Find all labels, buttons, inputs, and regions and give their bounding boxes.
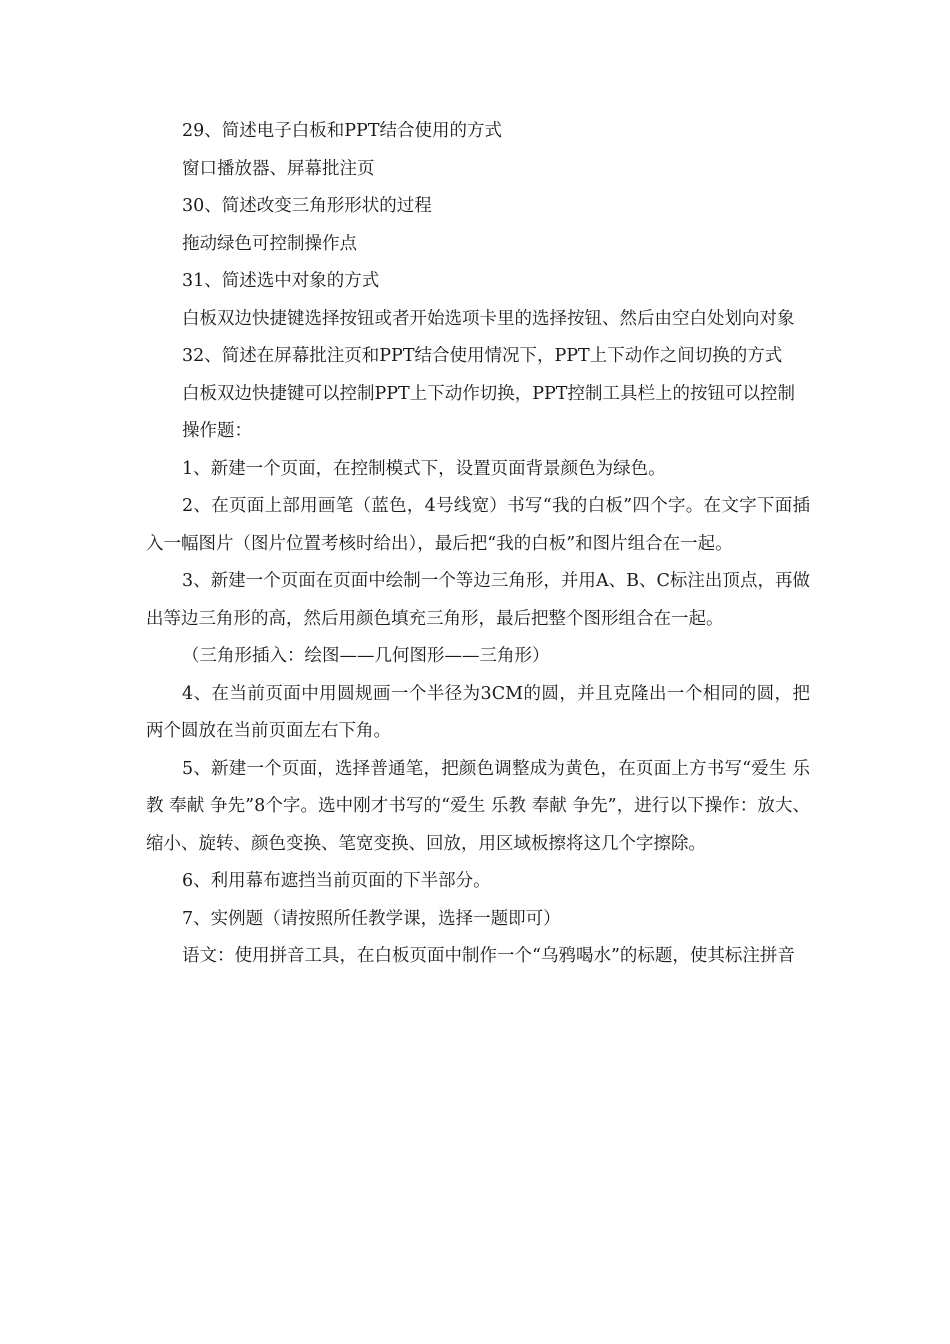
section-heading-operations: 操作题： [182,421,252,441]
question-29: 29、简述电子白板和PPT结合使用的方式 [182,121,502,141]
task-1: 1、新建一个页面，在控制模式下，设置页面背景颜色为绿色。 [182,458,666,479]
task-5: 5、新建一个页面，选择普通笔，把颜色调整成为黄色，在页面上方书写“爱生 乐教 奉献 争先”8个字。选中刚才书写的“爱生 乐教 奉献 争先”，进行以下操作：放大、缩小、旋转、颜色变换、笔宽变换、回放，用区域板擦将这几个字擦除。 [146,758,810,854]
question-31: 31、简述选中对象的方式 [182,271,380,291]
answer-30: 拖动绿色可控制操作点 [182,233,357,254]
task-7-chinese: 语文：使用拼音工具，在白板页面中制作一个“乌鸦喝水”的标题，使其标注拼音 [182,946,795,966]
task-6: 6、利用幕布遮挡当前页面的下半部分。 [182,871,491,891]
task-4: 4、在当前页面中用圆规画一个半径为3CM的圆，并且克隆出一个相同的圆，把两个圆放在当前页面左右下角。 [146,683,810,741]
task-3-note: （三角形插入：绘图——几何图形——三角形） [182,646,550,666]
answer-32: 白板双边快捷键可以控制PPT上下动作切换，PPT控制工具栏上的按钮可以控制 [182,383,795,404]
answer-29: 窗口播放器、屏幕批注页 [182,158,375,179]
question-30: 30、简述改变三角形形状的过程 [182,196,432,216]
task-3: 3、新建一个页面在页面中绘制一个等边三角形，并用A、B、C标注出顶点，再做出等边三角形的高，然后用颜色填充三角形，最后把整个图形组合在一起。 [146,571,810,629]
answer-31: 白板双边快捷键选择按钮或者开始选项卡里的选择按钮、然后由空白处划向对象 [182,308,795,329]
document-body [146,113,810,976]
task-2: 2、在页面上部用画笔（蓝色，4号线宽）书写“我的白板”四个字。在文字下面插入一幅图片（图片位置考核时给出），最后把“我的白板”和图片组合在一起。 [146,496,810,554]
task-7: 7、实例题（请按照所任教学课，选择一题即可） [182,908,561,929]
question-32: 32、简述在屏幕批注页和PPT结合使用情况下，PPT上下动作之间切换的方式 [182,346,783,366]
